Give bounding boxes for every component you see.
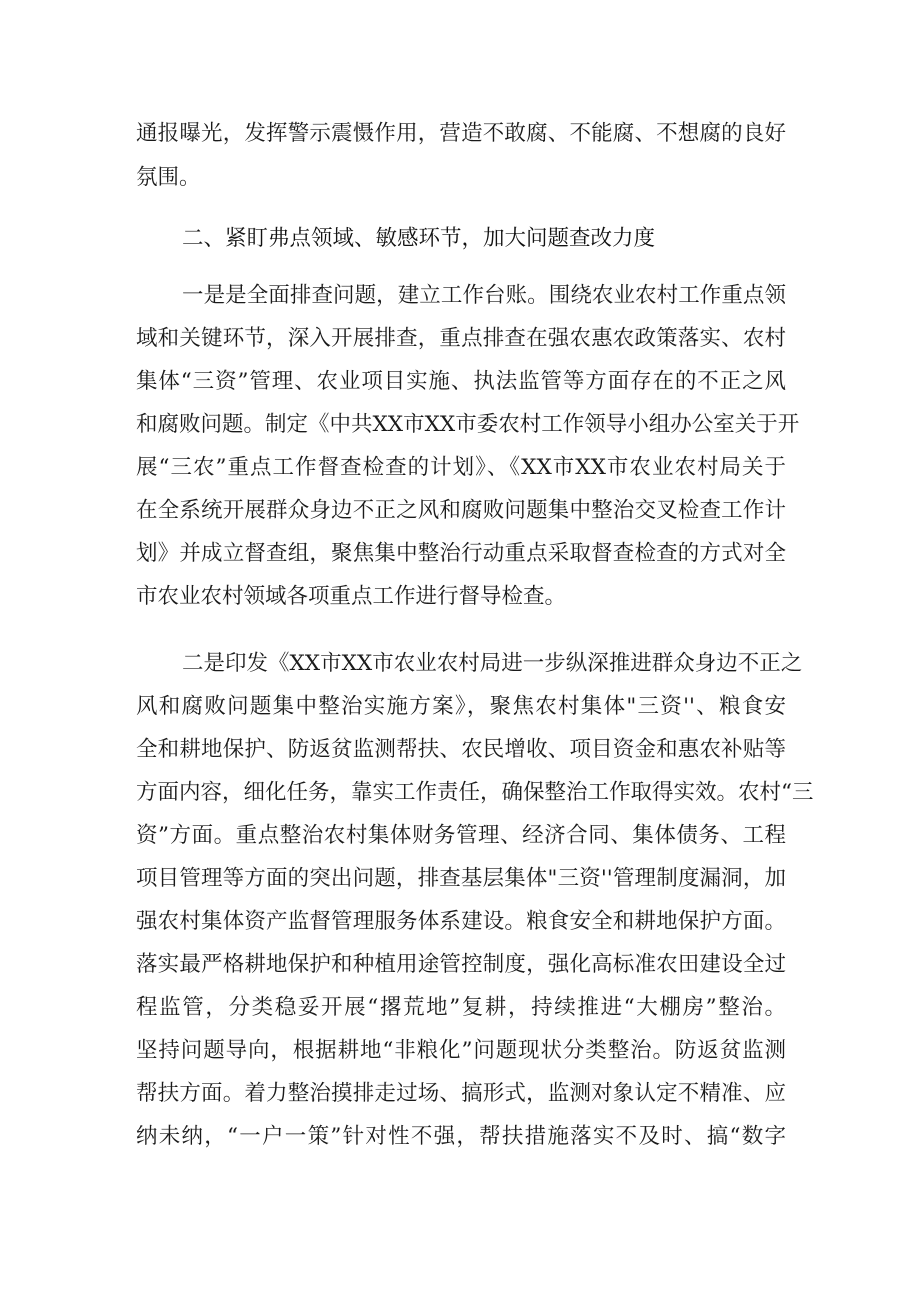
body-text-line: 强农村集体资产监督管理服务体系建设。粮食安全和耕地保护方面。 bbox=[136, 909, 786, 934]
body-text-line: 域和关键环节，深入开展排查，重点排查在强农惠农政策落实、农村 bbox=[136, 326, 786, 351]
body-text-line: 和腐败问题。制定《中共XX市XX市委农村工作领导小组办公室关于开 bbox=[136, 412, 800, 437]
section-heading: 二、紧盯弗点领域、敏感环节，加大问题查改力度 bbox=[182, 226, 656, 251]
body-text-line: 资”方面。重点整治农村集体财务管理、经济合同、集体债务、工程 bbox=[136, 823, 786, 848]
body-text-line: 全和耕地保护、防返贫监测帮扶、农民增收、项目资金和惠农补贴等 bbox=[136, 737, 786, 762]
body-text-line: 坚持问题导向，根据耕地“非粮化”问题现状分类整治。防返贫监测 bbox=[136, 1038, 786, 1063]
body-text-line: 市农业农村领域各项重点工作进行督导检查。 bbox=[136, 584, 567, 609]
body-text-line: 氛围。 bbox=[136, 165, 201, 190]
body-text-line: 在全系统开展群众身边不正之风和腐败问题集中整治交叉检查工作计 bbox=[136, 498, 786, 523]
body-text-line: 项目管理等方面的突出问题，排查基层集体"三资''管理制度漏洞，加 bbox=[136, 866, 786, 891]
body-text-line: 展“三农”重点工作督查检查的计划》、《XX市XX市农业农村局关于 bbox=[136, 455, 786, 480]
body-text-line: 程监管，分类稳妥开展“撂荒地”复耕，持续推进“大棚房”整治。 bbox=[136, 995, 786, 1020]
body-text-line: 纳未纳，“一户一策”针对性不强，帮扶措施落实不及时、搞“数字 bbox=[136, 1124, 786, 1149]
body-text-line: 落实最严格耕地保护和种植用途管控制度，强化高标准农田建设全过 bbox=[136, 952, 786, 977]
body-text-line: 一是是全面排查问题，建立工作台账。围绕农业农村工作重点领 bbox=[182, 283, 786, 308]
body-text-line: 帮扶方面。着力整治摸排走过场、搞形式，监测对象认定不精准、应 bbox=[136, 1081, 786, 1106]
body-text-line: 方面内容，细化任务，靠实工作责任，确保整治工作取得实效。农村“三 bbox=[136, 780, 814, 805]
body-text-line: 风和腐败问题集中整治实施方案》，聚焦农村集体"三资''、粮食安 bbox=[136, 694, 786, 719]
body-text-line: 集体“三资”管理、农业项目实施、执法监管等方面存在的不正之风 bbox=[136, 369, 786, 394]
body-text-line: 通报曝光，发挥警示震慑作用，营造不敢腐、不能腐、不想腐的良好 bbox=[136, 121, 786, 146]
body-text-line: 二是印发《XX市XX市农业农村局进一步纵深推进群众身边不正之 bbox=[182, 651, 803, 676]
body-text-line: 划》并成立督查组，聚焦集中整治行动重点采取督查检查的方式对全 bbox=[136, 541, 786, 566]
